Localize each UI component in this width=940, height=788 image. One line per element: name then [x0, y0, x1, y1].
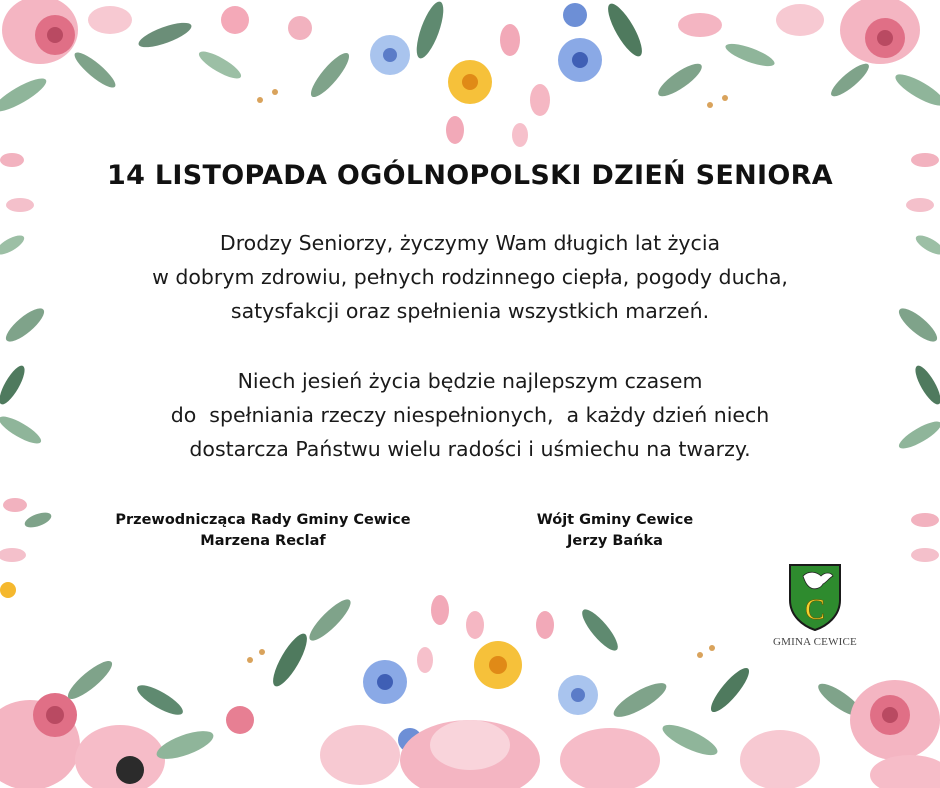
page-title: 14 LISTOPADA OGÓLNOPOLSKI DZIEŃ SENIORA	[107, 160, 833, 191]
logo-text: GMINA CEWICE	[773, 636, 857, 648]
signature-role: Przewodnicząca Rady Gminy Cewice	[115, 512, 411, 528]
signature-role: Wójt Gminy Cewice	[536, 512, 694, 528]
signature-name: Jerzy Bańka	[567, 533, 663, 549]
top-floral-garland	[0, 0, 940, 147]
signature-council-chair	[108, 510, 418, 552]
greeting-line: Drodzy Seniorzy, życzymy Wam długich lat życia	[219, 231, 721, 255]
greeting-paragraph	[0, 226, 940, 328]
wishes-line: do spełniania rzeczy niespełnionych, a każdy dzień niech	[170, 403, 770, 427]
wishes-line: Niech jesień życia będzie najlepszym czasem	[237, 369, 703, 393]
logo-letter: C	[804, 593, 826, 626]
greeting-line: w dobrym zdrowiu, pełnych rodzinnego ciepła, pogody ducha,	[152, 265, 788, 289]
signature-mayor	[520, 510, 710, 552]
wishes-line: dostarcza Państwu wielu radości i uśmiechu na twarzy.	[189, 437, 751, 461]
signature-name: Marzena Reclaf	[200, 533, 326, 549]
wishes-paragraph	[0, 364, 940, 466]
gmina-logo	[760, 560, 870, 655]
greeting-line: satysfakcji oraz spełnienia wszystkich marzeń.	[230, 299, 710, 323]
coat-of-arms-icon	[787, 562, 843, 632]
right-floral-sprigs	[894, 153, 940, 562]
